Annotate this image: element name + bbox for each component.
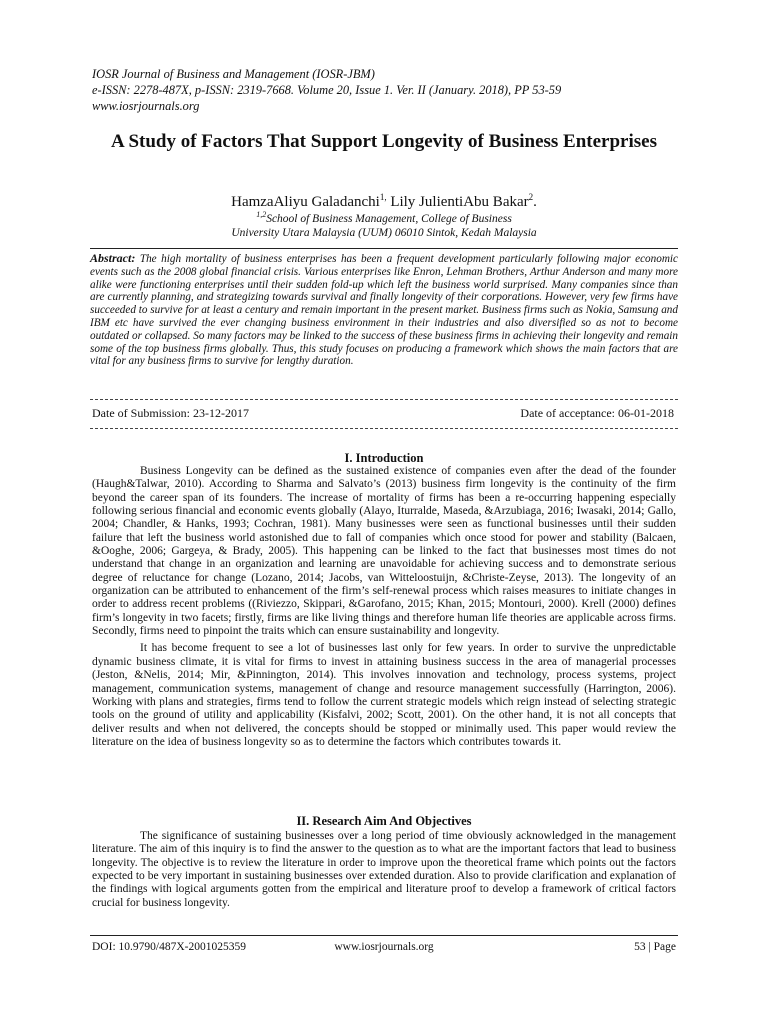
footer-website: www.iosrjournals.org — [334, 941, 434, 953]
abstract — [90, 248, 678, 368]
footer-page-number: 53 | Page — [634, 941, 676, 953]
author-1-affil-marker: 1, — [379, 192, 387, 202]
introduction-body — [92, 465, 676, 749]
author-2-affil-marker: 2 — [528, 192, 534, 202]
author-2: Lily JulientiAbu Bakar — [386, 194, 529, 210]
affiliation-line-2: University Utara Malaysia (UUM) 06010 Sintok, Kedah Malaysia — [231, 226, 537, 239]
author-line-end: . — [533, 194, 537, 210]
footer-doi: DOI: 10.9790/487X-2001025359 — [92, 941, 246, 953]
journal-header — [92, 66, 692, 114]
acceptance-date: Date of acceptance: 06-01-2018 — [520, 406, 674, 420]
journal-issn: e-ISSN: 2278-487X, p-ISSN: 2319-7668. Volume 20, Issue 1. Ver. II (January. 2018), PP 53-59 — [92, 83, 562, 97]
affiliation-marker: 1,2 — [256, 210, 267, 219]
section-heading-research-aim: II. Research Aim And Objectives — [296, 814, 472, 828]
abstract-text: The high mortality of business enterprises has been a frequent development particularly following major economic events such as the 2008 global financial crisis. Various enterprises like Enron, Lehman Brothers, Arthur Anderson and many more alike were functioning enterprises until their sudden fold-up which left the business world surprised. Many companies since than are currently planning, and strategizing towards survival and finally longevity of their corporations. However, very few firms have succeeded to survive for at least a century and remain important in the present market. Business firms such as Nokia, Samsung and IBM etc have survived the ever changing business environment in their industries and also diversified so as not to become outdated or collapsed. So many factors may be linked to the success of these business firms in achieving their longevity and remain some of the top business firms globally. Thus, this study focuses on producing a framework which shows the main factors that are vital for any business firms to survive for lengthy duration. — [90, 253, 678, 368]
paragraph: It has become frequent to see a lot of businesses last only for few years. In order to survive the unpredictable dynamic business climate, it is vital for firms to invest in attaining business success in the area of managerial processes (Jeston, &Nelis, 2014; Mir, &Pinnington, 2014). This involves innovation and technology, process systems, project management, communication systems, management of change and resource management successfully (Harrington, 2006). Working with plans and strategies, firms tend to follow the current strategic models which reign instead of selecting strategic tools on the ground of utility and applicability (Kisfalvi, 2002; Scott, 2001). On the other hand, it is not all concepts that deliver results and when not delivered, the concepts should be stopped or minimally used. This paper would review the literature on the idea of business longevity so as to determine the factors which contributes towards it. — [92, 642, 676, 748]
footer-rule — [90, 935, 678, 936]
journal-website: www.iosrjournals.org — [92, 99, 200, 113]
divider-top — [90, 399, 678, 400]
submission-date: Date of Submission: 23-12-2017 — [92, 406, 249, 420]
affiliation — [92, 208, 676, 240]
research-aim-body — [92, 830, 676, 910]
journal-name: IOSR Journal of Business and Management (IOSR-JBM) — [92, 67, 375, 81]
paragraph: The significance of sustaining businesses over a long period of time obviously acknowledged in the management literature. The aim of this inquiry is to find the answer to the question as to what are the important factors that lead to business longevity. The objective is to review the literature in order to improve upon the theoretical frame which points out the factors expected to be very important in sustaining businesses over extended duration. Also to provide clarification and explanation of the findings with logical arguments gotten from the empirical and literature proof to develop a framework of critical factors crucial for business longevity. — [92, 830, 676, 909]
paragraph: Business Longevity can be defined as the sustained existence of companies even after the dead of the founder (Haugh&Talwar, 2010). According to Sharma and Salvato’s (2013) business firm longevity is the continuity of the firm beyond the career span of its founders. The increase of mortality of firms has been a re-occurring happening especially following serious financial and economic events globally (Alayo, Iturralde, Maseda, &Arzubiaga, 2016; Iwasaki, 2014; Gallo, 2004; Chandler, & Hanks, 1993; Cochran, 1981). Many businesses were seen as functional businesses until their sudden failure that left the business world astonished due to fall of companies which once stood for power and stability (Balcaen, &Ooghe, 2006; Gargeya, & Brady, 2005). This happening can be linked to the fact that businesses most times do not understand that change in an organization and learning are unavoidable for achieving success and to demonstrate serious degree of reluctance for change (Lozano, 2014; Jacobs, van Witteloostuijn, &Christe-Zeyse, 2013). The longevity of an organization can be attributed to enhancement of the firm’s self-renewal process which raises measures to initiate changes in order to address recent problems ((Riviezzo, Skippari, &Garofano, 2015; Khan, 2015; Montouri, 2000). Krell (2000) defines firm’s longevity in two facets; firstly, firms are like living things and therefore human life theories are applicable across firms. Secondly, firms need to pinpoint the traits which can ensure sustainability and longevity. — [92, 465, 676, 638]
affiliation-line-1: School of Business Management, College of Business — [266, 212, 512, 225]
paper-title: A Study of Factors That Support Longevity of Business Enterprises — [111, 131, 657, 152]
divider-bottom — [90, 428, 678, 429]
section-heading-introduction: I. Introduction — [344, 451, 424, 465]
author-1: HamzaAliyu Galadanchi — [231, 194, 380, 210]
abstract-label: Abstract: — [90, 251, 136, 265]
